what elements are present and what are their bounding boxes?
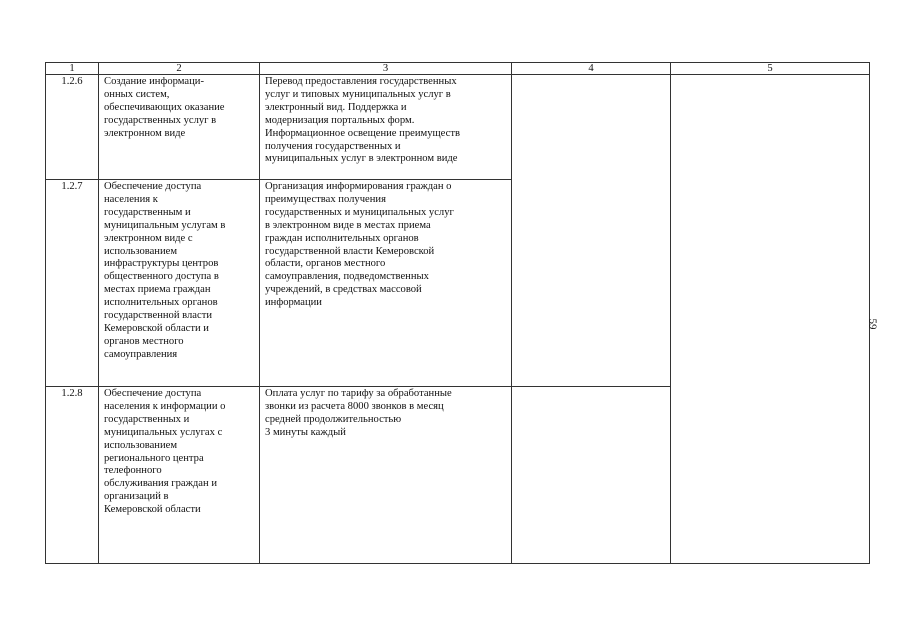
item-title: [99, 180, 260, 387]
item-description: [260, 180, 512, 387]
item-description-text: Организация информирования граждан о преимуществах получения государственных и муниципальных услуг в электронном виде в местах приема граждан исполнительных органов государственной власти Кемеровской области, органов местного самоуправления, подведомственных учреждений, в средствах массовой информации: [265, 181, 454, 309]
table-row: [46, 75, 870, 180]
page-number: 59: [866, 318, 879, 330]
item-number: 1.2.8: [46, 387, 99, 564]
item-title: [99, 387, 260, 564]
column-5-cell: [671, 75, 870, 564]
item-description-text: Перевод предоставления государственных услуг и типовых муниципальных услуг в электронный вид. Поддержка и модернизация портальных форм. Информационное освещение преимуществ получения государственных и муниципальных услуг в электронном виде: [265, 76, 460, 165]
item-title: [99, 75, 260, 180]
item-number: 1.2.7: [46, 180, 99, 387]
item-description: [260, 387, 512, 564]
column-number-row: [46, 63, 870, 75]
program-table: [45, 62, 870, 564]
item-number: 1.2.6: [46, 75, 99, 180]
column-number-3: 3: [260, 63, 512, 75]
column-4-cell: [512, 387, 671, 564]
column-number-5: 5: [671, 63, 870, 75]
item-description: [260, 75, 512, 180]
column-number-2: 2: [99, 63, 260, 75]
item-title-text: Обеспечение доступа населения к государственным и муниципальным услугам в электронном виде с использованием инфраструктуры центров общественного доступа в местах приема граждан исполнительных органов государственной власти Кемеровской области и органов местного самоуправления: [104, 181, 226, 360]
item-description-text: Оплата услуг по тарифу за обработанные звонки из расчета 8000 звонков в месяц средней продолжительностью 3 минуты каждый: [265, 388, 452, 438]
column-4-cell: [512, 75, 671, 387]
column-number-1: 1: [46, 63, 99, 75]
item-title-text: Создание информаци- онных систем, обеспечивающих оказание государственных услуг в электронном виде: [104, 76, 225, 139]
item-title-text: Обеспечение доступа населения к информации о государственных и муниципальных услугах с использованием регионального центра телефонного обслуживания граждан и организаций в Кемеровской области: [104, 388, 226, 516]
column-number-4: 4: [512, 63, 671, 75]
